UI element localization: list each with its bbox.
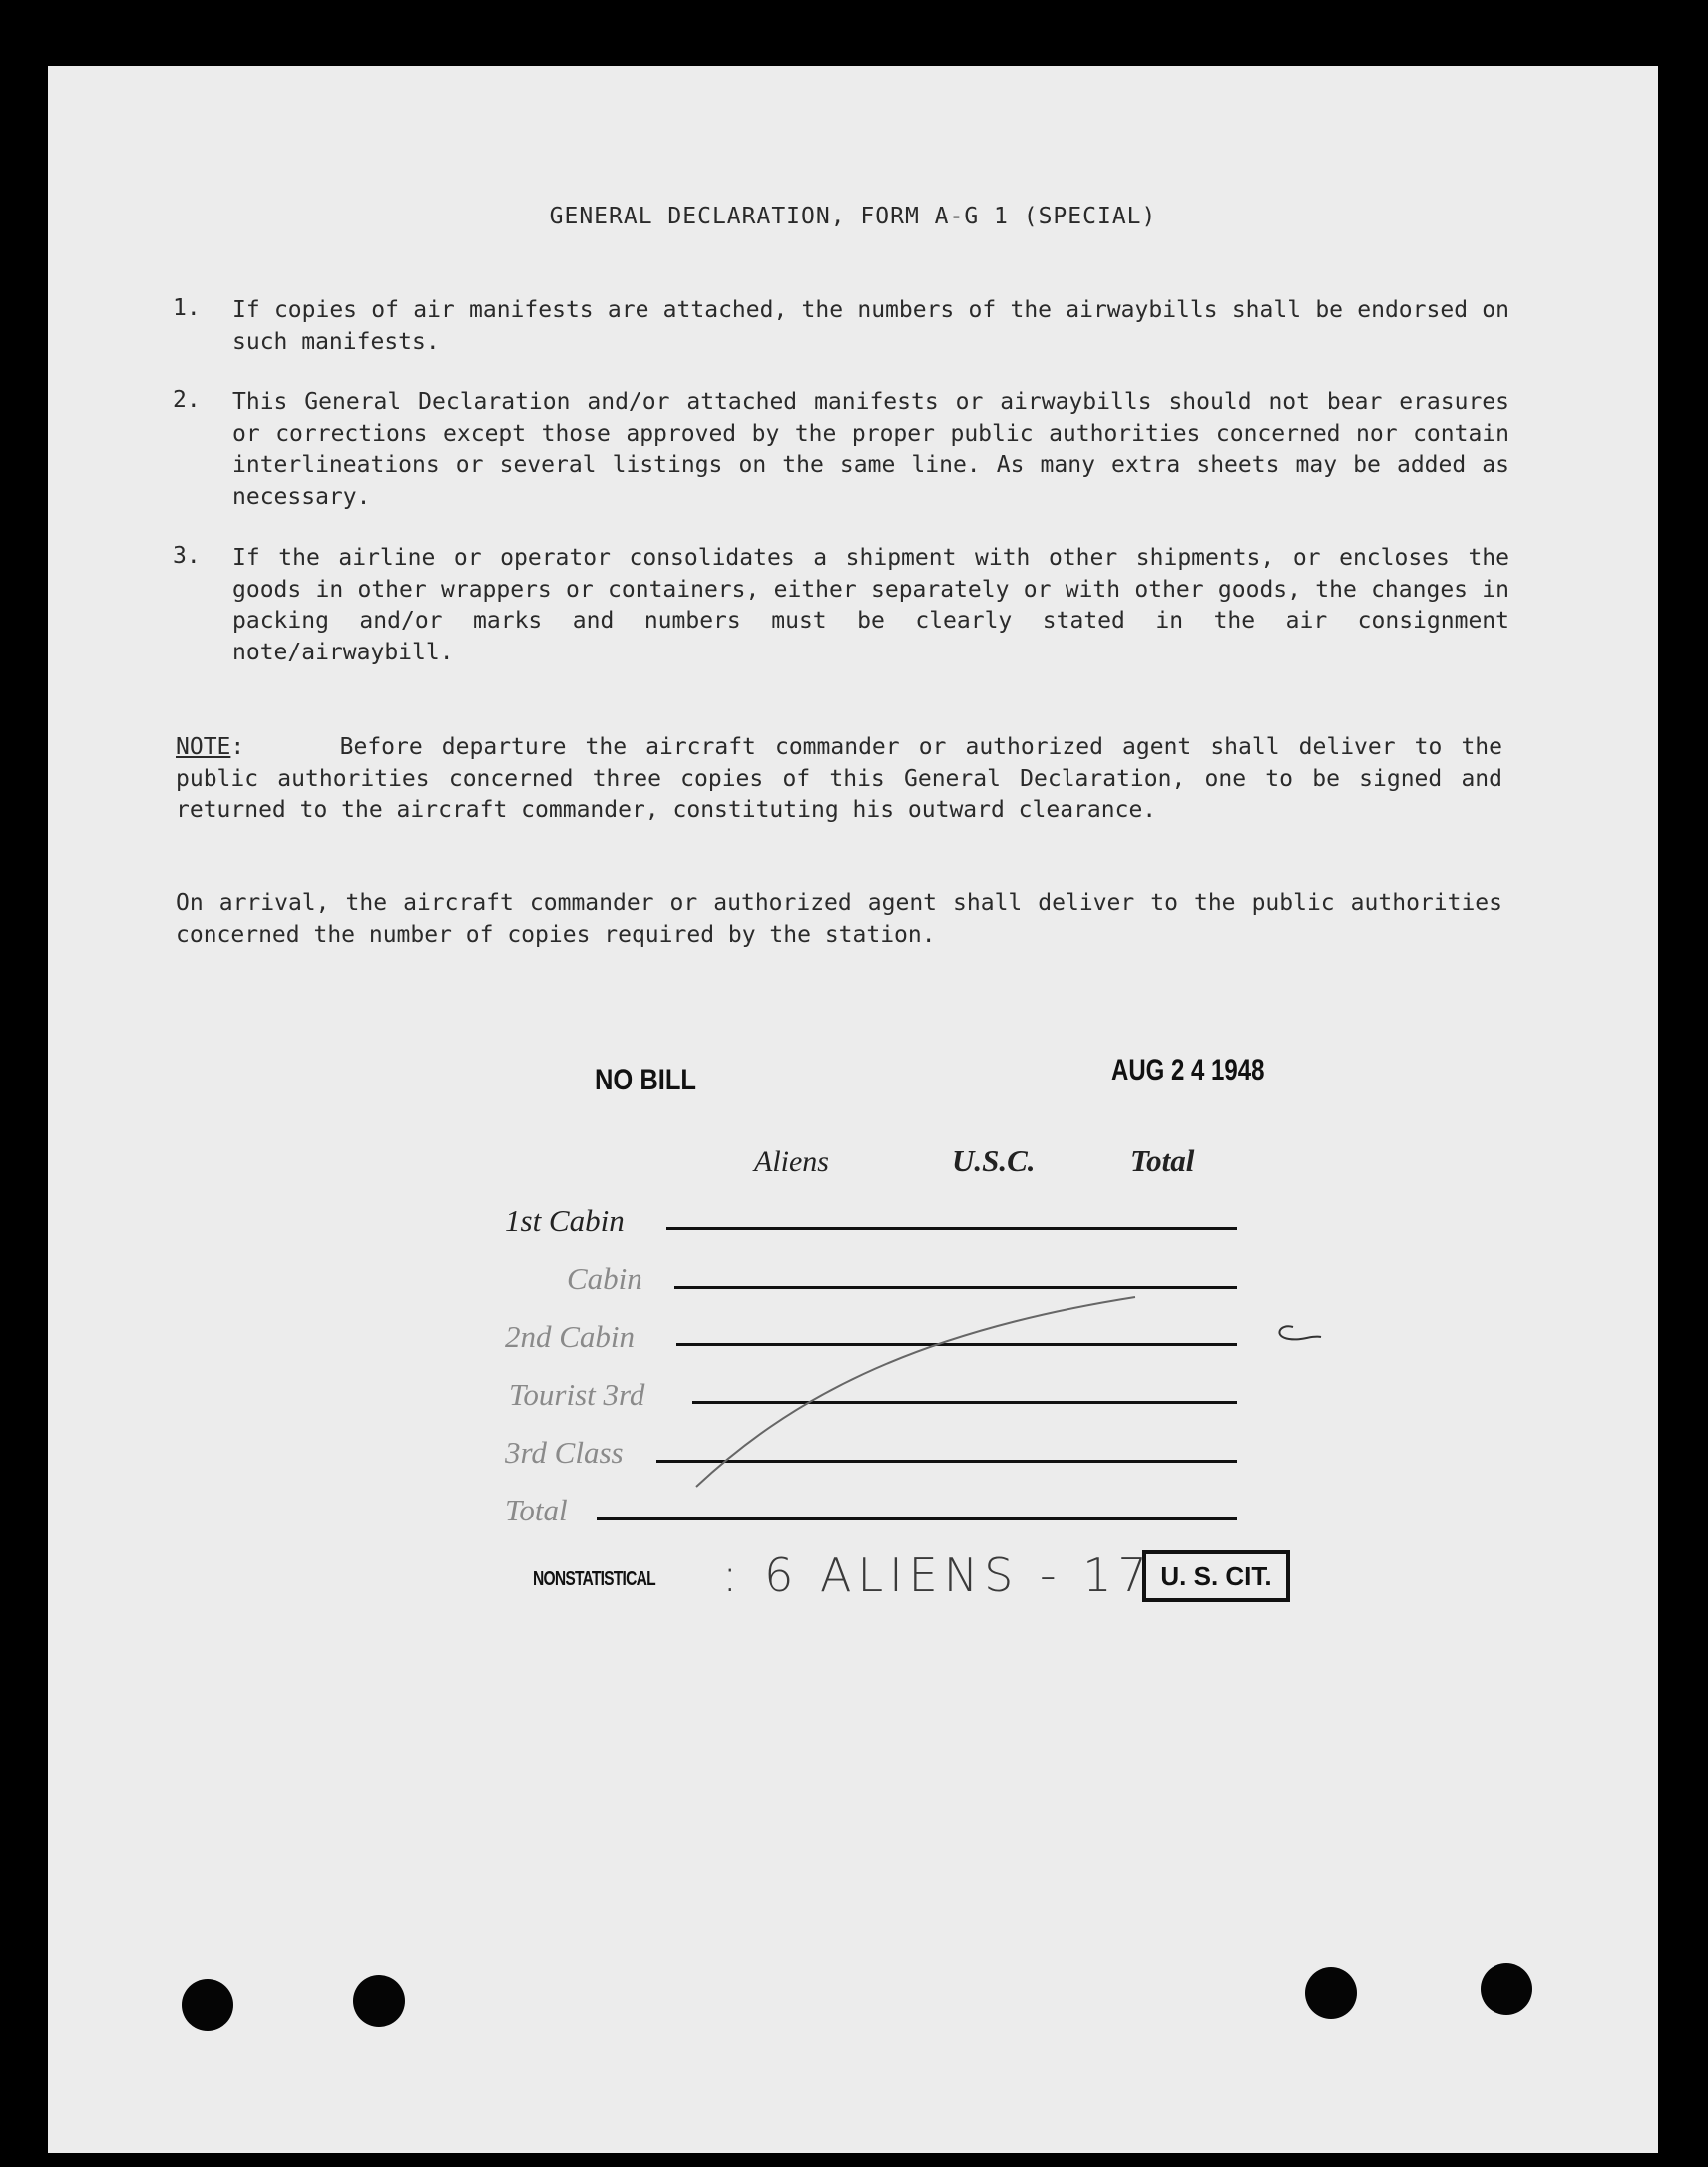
margin-handwritten-mark: [1293, 1313, 1300, 1331]
no-bill-stamp: NO BILL: [595, 1064, 696, 1096]
note-text: Before departure the aircraft commander or authorized agent shall deliver to the public authorities concerned three copies of this General Declaration, one to be signed and returned to the aircraft commander, constituting his outward clearance.: [176, 734, 1502, 823]
punch-hole: [353, 1975, 405, 2027]
nonstatistical-stamp: NONSTATISTICAL: [533, 1568, 655, 1590]
row-label-cabin: Cabin: [567, 1261, 642, 1296]
item-number: 1.: [173, 295, 201, 321]
column-usc: U.S.C.: [952, 1143, 1036, 1178]
column-total: Total: [1130, 1143, 1195, 1178]
item-text: This General Declaration and/or attached manifests or airwaybills should not bear erasures or corrections except those approved by the proper public authorities concerned nor contain interlineations or several listings on the same line. As many extra sheets may be added as necessary.: [232, 389, 1509, 510]
punch-hole: [182, 1979, 233, 2031]
row-label-3rd-class: 3rd Class: [505, 1435, 624, 1470]
row-label-2nd-cabin: 2nd Cabin: [505, 1319, 636, 1354]
document-page: [48, 66, 1658, 2153]
item-number: 2.: [173, 387, 201, 413]
item-number: 3.: [173, 543, 201, 569]
row-label-tourist-3rd: Tourist 3rd: [509, 1377, 645, 1412]
column-aliens: Aliens: [754, 1145, 829, 1178]
form-title: GENERAL DECLARATION, FORM A-G 1 (SPECIAL): [549, 204, 1157, 229]
punch-hole: [1481, 1963, 1532, 2015]
row-label-1st-cabin: 1st Cabin: [505, 1203, 625, 1238]
date-stamp: AUG 2 4 1948: [1111, 1054, 1265, 1086]
item-text: If copies of air manifests are attached, the numbers of the airwaybills shall be endorsed on such manifests.: [232, 297, 1509, 355]
note-label: NOTE: [176, 734, 231, 760]
row-label-total: Total: [505, 1493, 568, 1527]
note-paragraph: NOTE: Before departure the aircraft commander or authorized agent shall deliver to the public authorities concerned three copies of this General Declaration, one to be signed and returned to the aircraft commander, constituting his outward clearance.: [176, 734, 1502, 823]
diagonal-strike-line: [48, 66, 1658, 2153]
arrival-paragraph: On arrival, the aircraft commander or authorized agent shall deliver to the public authorities concerned the number of copies required by the station.: [176, 890, 1502, 948]
us-citizen-stamp: U. S. CIT.: [1142, 1550, 1290, 1602]
item-text: If the airline or operator consolidates a shipment with other shipments, or encloses the goods in other wrappers or containers, either separately or with other goods, the changes in packing and/or marks and numbers must be clearly stated in the air consignment note/airwaybill.: [232, 545, 1509, 665]
punch-hole: [1305, 1967, 1357, 2019]
handwritten-aliens-count: : 6 ALIENS - 17: [722, 1548, 1153, 1602]
